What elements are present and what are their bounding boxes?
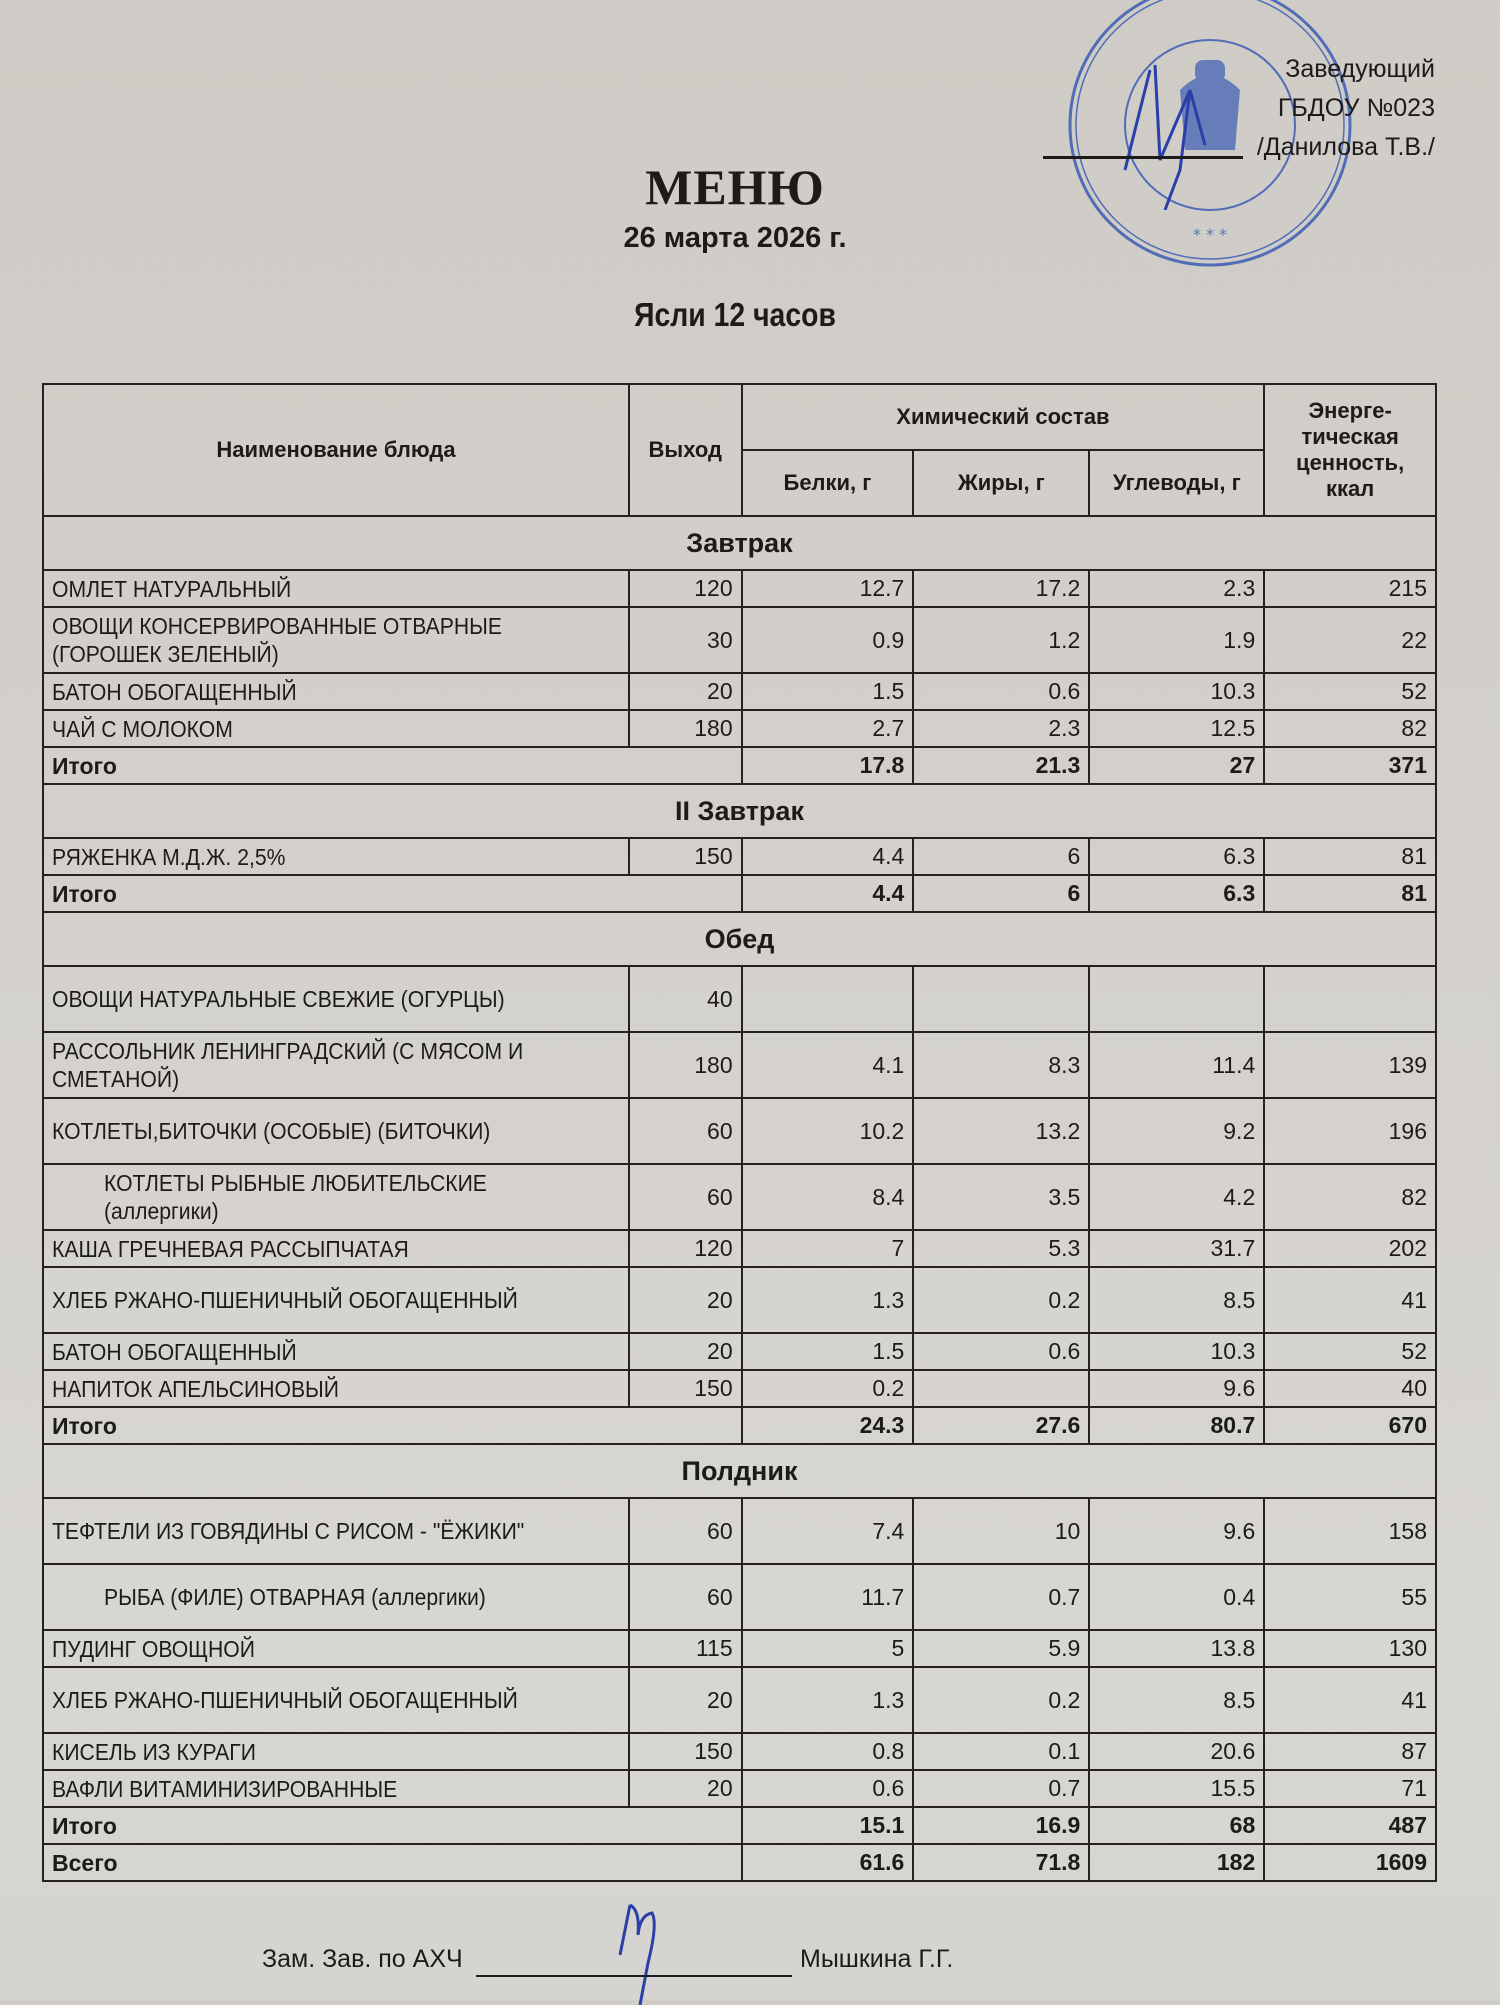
- dish-row: [43, 966, 1436, 1032]
- document-title: МЕНЮ: [645, 159, 825, 215]
- header-energy-line: тическая: [1301, 424, 1399, 449]
- dish-name: [43, 607, 629, 673]
- dish-carbs: 6.3: [1089, 838, 1264, 875]
- dish-row: [43, 1667, 1436, 1733]
- dish-name: [43, 1230, 629, 1267]
- dish-carbs: 9.6: [1089, 1370, 1264, 1407]
- dish-name-text: ОМЛЕТ НАТУРАЛЬНЫЙ: [52, 575, 292, 602]
- dish-protein: 7.4: [742, 1498, 914, 1564]
- dish-protein: 0.2: [742, 1370, 914, 1407]
- section-title: Обед: [43, 912, 1436, 966]
- dish-carbs: 4.2: [1089, 1164, 1264, 1230]
- dish-output: 120: [629, 1230, 742, 1267]
- section-header-row: [43, 784, 1436, 838]
- header-energy: [1264, 384, 1436, 516]
- dish-row: [43, 1267, 1436, 1333]
- approver-position: Заведующий: [1285, 55, 1435, 83]
- header-fat: Жиры, г: [913, 450, 1089, 516]
- dish-carbs: 31.7: [1089, 1230, 1264, 1267]
- dish-output: 150: [629, 1370, 742, 1407]
- dish-fat: 13.2: [913, 1098, 1089, 1164]
- total-energy: 371: [1264, 747, 1436, 784]
- dish-protein: 1.5: [742, 1333, 914, 1370]
- dish-row: [43, 607, 1436, 673]
- dish-name-text: ЧАЙ С МОЛОКОМ: [52, 715, 233, 742]
- dish-output: 180: [629, 1032, 742, 1098]
- dish-row: [43, 1733, 1436, 1770]
- dish-name-text: ВАФЛИ ВИТАМИНИЗИРОВАННЫЕ: [52, 1775, 398, 1802]
- dish-name-text: РЯЖЕНКА М.Д.Ж. 2,5%: [52, 843, 286, 870]
- dish-name-text: ОВОЩИ КОНСЕРВИРОВАННЫЕ ОТВАРНЫЕ (ГОРОШЕК ЗЕЛЕНЫЙ): [52, 613, 502, 667]
- dish-name: [43, 1667, 629, 1733]
- dish-row: [43, 673, 1436, 710]
- dish-name: [43, 1267, 629, 1333]
- dish-fat: 0.7: [913, 1770, 1089, 1807]
- dish-carbs: 13.8: [1089, 1630, 1264, 1667]
- dish-carbs: 1.9: [1089, 607, 1264, 673]
- footer-name: Мышкина Г.Г.: [800, 1945, 954, 1973]
- dish-name: [43, 710, 629, 747]
- dish-row: [43, 1230, 1436, 1267]
- menu-group: Ясли 12 часов: [634, 296, 836, 333]
- total-fat: 6: [913, 875, 1089, 912]
- dish-name: [43, 1733, 629, 1770]
- dish-output: 60: [629, 1498, 742, 1564]
- dish-name: [43, 1333, 629, 1370]
- total-fat: 27.6: [913, 1407, 1089, 1444]
- dish-energy: [1264, 966, 1436, 1032]
- dish-energy: 55: [1264, 1564, 1436, 1630]
- dish-row: [43, 1098, 1436, 1164]
- grand-total-fat: 71.8: [913, 1844, 1089, 1881]
- dish-carbs: 11.4: [1089, 1032, 1264, 1098]
- dish-fat: 17.2: [913, 570, 1089, 607]
- approver-name: /Данилова Т.В./: [1256, 133, 1435, 161]
- dish-row: [43, 1370, 1436, 1407]
- total-fat: 21.3: [913, 747, 1089, 784]
- dish-row: [43, 1770, 1436, 1807]
- dish-output: 20: [629, 1267, 742, 1333]
- total-energy: 487: [1264, 1807, 1436, 1844]
- dish-fat: [913, 966, 1089, 1032]
- approval-block: [1205, 50, 1435, 167]
- dish-output: 20: [629, 1770, 742, 1807]
- dish-name: [43, 1630, 629, 1667]
- total-protein: 15.1: [742, 1807, 914, 1844]
- dish-energy: 87: [1264, 1733, 1436, 1770]
- footer-position: Зам. Зав. по АХЧ: [262, 1945, 463, 1973]
- dish-fat: 0.6: [913, 1333, 1089, 1370]
- dish-protein: 4.4: [742, 838, 914, 875]
- total-label: Итого: [43, 1807, 742, 1844]
- dish-name: [43, 1032, 629, 1098]
- dish-fat: 1.2: [913, 607, 1089, 673]
- dish-protein: 10.2: [742, 1098, 914, 1164]
- grand-total-label: Всего: [43, 1844, 742, 1881]
- dish-energy: 81: [1264, 838, 1436, 875]
- dish-output: 60: [629, 1564, 742, 1630]
- dish-name: [43, 1564, 629, 1630]
- dish-output: 60: [629, 1098, 742, 1164]
- total-label: Итого: [43, 747, 742, 784]
- dish-name-text: ТЕФТЕЛИ ИЗ ГОВЯДИНЫ С РИСОМ - "ЁЖИКИ": [52, 1518, 525, 1544]
- section-total-row: [43, 1807, 1436, 1844]
- dish-protein: 7: [742, 1230, 914, 1267]
- dish-energy: 52: [1264, 1333, 1436, 1370]
- dish-row: [43, 570, 1436, 607]
- dish-output: 120: [629, 570, 742, 607]
- deputy-signature: [600, 1895, 690, 2005]
- dish-fat: 5.3: [913, 1230, 1089, 1267]
- dish-name: [43, 570, 629, 607]
- approver-institution: ГБДОУ №023: [1277, 94, 1435, 122]
- menu-date: 26 марта 2026 г.: [623, 222, 847, 254]
- dish-energy: 41: [1264, 1667, 1436, 1733]
- dish-energy: 22: [1264, 607, 1436, 673]
- dish-protein: 5: [742, 1630, 914, 1667]
- dish-energy: 139: [1264, 1032, 1436, 1098]
- dish-output: 115: [629, 1630, 742, 1667]
- footer-signature-line: [476, 1975, 792, 1977]
- dish-output: 20: [629, 1667, 742, 1733]
- dish-row: [43, 1032, 1436, 1098]
- section-total-row: [43, 747, 1436, 784]
- dish-output: 40: [629, 966, 742, 1032]
- dish-carbs: 8.5: [1089, 1667, 1264, 1733]
- menu-table: [42, 383, 1437, 1882]
- header-protein: Белки, г: [742, 450, 914, 516]
- dish-name-text: БАТОН ОБОГАЩЕННЫЙ: [52, 678, 297, 705]
- dish-output: 180: [629, 710, 742, 747]
- section-title: II Завтрак: [43, 784, 1436, 838]
- dish-energy: 158: [1264, 1498, 1436, 1564]
- dish-name-text: БАТОН ОБОГАЩЕННЫЙ: [52, 1338, 297, 1365]
- dish-name: [43, 1164, 629, 1230]
- dish-output: 150: [629, 1733, 742, 1770]
- svg-text:* * *: * * *: [1192, 225, 1228, 244]
- dish-protein: 12.7: [742, 570, 914, 607]
- menu-body: [43, 516, 1436, 1881]
- dish-name-text: РЫБА (ФИЛЕ) ОТВАРНАЯ (аллергики): [104, 1584, 486, 1610]
- dish-energy: 202: [1264, 1230, 1436, 1267]
- header-energy-line: ккал: [1326, 476, 1375, 501]
- dish-protein: 0.9: [742, 607, 914, 673]
- section-header-row: [43, 912, 1436, 966]
- grand-total-energy: 1609: [1264, 1844, 1436, 1881]
- dish-fat: 10: [913, 1498, 1089, 1564]
- dish-energy: 82: [1264, 710, 1436, 747]
- dish-carbs: [1089, 966, 1264, 1032]
- dish-output: 20: [629, 1333, 742, 1370]
- dish-protein: 1.3: [742, 1267, 914, 1333]
- dish-protein: 0.8: [742, 1733, 914, 1770]
- dish-name: [43, 1370, 629, 1407]
- total-energy: 81: [1264, 875, 1436, 912]
- header-output: Выход: [629, 384, 742, 516]
- dish-name-text: ОВОЩИ НАТУРАЛЬНЫЕ СВЕЖИЕ (ОГУРЦЫ): [52, 986, 505, 1012]
- dish-row: [43, 1498, 1436, 1564]
- total-fat: 16.9: [913, 1807, 1089, 1844]
- dish-fat: 0.6: [913, 673, 1089, 710]
- total-protein: 17.8: [742, 747, 914, 784]
- header-dish-name: Наименование блюда: [43, 384, 629, 516]
- total-carbs: 68: [1089, 1807, 1264, 1844]
- dish-row: [43, 838, 1436, 875]
- grand-total-row: [43, 1844, 1436, 1881]
- dish-output: 60: [629, 1164, 742, 1230]
- dish-name: [43, 966, 629, 1032]
- dish-name: [43, 1098, 629, 1164]
- dish-fat: 0.2: [913, 1267, 1089, 1333]
- dish-protein: 1.5: [742, 673, 914, 710]
- dish-fat: 5.9: [913, 1630, 1089, 1667]
- dish-carbs: 0.4: [1089, 1564, 1264, 1630]
- dish-name-text: НАПИТОК АПЕЛЬСИНОВЫЙ: [52, 1375, 340, 1402]
- dish-output: 150: [629, 838, 742, 875]
- dish-carbs: 20.6: [1089, 1733, 1264, 1770]
- dish-energy: 52: [1264, 673, 1436, 710]
- dish-name-text: КАША ГРЕЧНЕВАЯ РАССЫПЧАТАЯ: [52, 1235, 409, 1262]
- total-label: Итого: [43, 875, 742, 912]
- dish-fat: 8.3: [913, 1032, 1089, 1098]
- section-title: Полдник: [43, 1444, 1436, 1498]
- total-carbs: 27: [1089, 747, 1264, 784]
- grand-total-carbs: 182: [1089, 1844, 1264, 1881]
- dish-row: [43, 1333, 1436, 1370]
- dish-carbs: 10.3: [1089, 673, 1264, 710]
- dish-carbs: 8.5: [1089, 1267, 1264, 1333]
- dish-carbs: 2.3: [1089, 570, 1264, 607]
- dish-name-text: ХЛЕБ РЖАНО-ПШЕНИЧНЫЙ ОБОГАЩЕННЫЙ: [52, 1687, 518, 1713]
- total-carbs: 6.3: [1089, 875, 1264, 912]
- dish-row: [43, 1564, 1436, 1630]
- dish-carbs: 9.6: [1089, 1498, 1264, 1564]
- dish-energy: 41: [1264, 1267, 1436, 1333]
- section-title: Завтрак: [43, 516, 1436, 570]
- dish-carbs: 10.3: [1089, 1333, 1264, 1370]
- section-total-row: [43, 1407, 1436, 1444]
- dish-fat: 6: [913, 838, 1089, 875]
- section-header-row: [43, 1444, 1436, 1498]
- dish-name-text: ПУДИНГ ОВОЩНОЙ: [52, 1635, 255, 1662]
- dish-protein: 2.7: [742, 710, 914, 747]
- dish-energy: 40: [1264, 1370, 1436, 1407]
- dish-energy: 82: [1264, 1164, 1436, 1230]
- dish-name: [43, 673, 629, 710]
- dish-name-text: КИСЕЛЬ ИЗ КУРАГИ: [52, 1738, 256, 1765]
- dish-fat: 2.3: [913, 710, 1089, 747]
- total-protein: 24.3: [742, 1407, 914, 1444]
- total-protein: 4.4: [742, 875, 914, 912]
- dish-fat: 0.2: [913, 1667, 1089, 1733]
- dish-energy: 196: [1264, 1098, 1436, 1164]
- dish-carbs: 15.5: [1089, 1770, 1264, 1807]
- header-energy-line: Энерге-: [1308, 398, 1392, 423]
- header-energy-line: ценность,: [1296, 450, 1405, 475]
- total-energy: 670: [1264, 1407, 1436, 1444]
- dish-protein: 1.3: [742, 1667, 914, 1733]
- dish-fat: 0.1: [913, 1733, 1089, 1770]
- dish-row: [43, 1164, 1436, 1230]
- dish-name-text: РАССОЛЬНИК ЛЕНИНГРАДСКИЙ (С МЯСОМ И СМЕТАНОЙ): [52, 1038, 524, 1092]
- section-header-row: [43, 516, 1436, 570]
- dish-protein: 11.7: [742, 1564, 914, 1630]
- dish-protein: [742, 966, 914, 1032]
- dish-name-text: ХЛЕБ РЖАНО-ПШЕНИЧНЫЙ ОБОГАЩЕННЫЙ: [52, 1287, 518, 1313]
- grand-total-protein: 61.6: [742, 1844, 914, 1881]
- dish-output: 30: [629, 607, 742, 673]
- dish-carbs: 12.5: [1089, 710, 1264, 747]
- dish-carbs: 9.2: [1089, 1098, 1264, 1164]
- dish-name: [43, 1498, 629, 1564]
- dish-fat: 0.7: [913, 1564, 1089, 1630]
- dish-energy: 130: [1264, 1630, 1436, 1667]
- dish-name-text: КОТЛЕТЫ РЫБНЫЕ ЛЮБИТЕЛЬСКИЕ (аллергики): [104, 1170, 487, 1224]
- dish-name: [43, 838, 629, 875]
- dish-row: [43, 710, 1436, 747]
- header-carbs: Углеводы, г: [1089, 450, 1264, 516]
- total-label: Итого: [43, 1407, 742, 1444]
- dish-protein: 4.1: [742, 1032, 914, 1098]
- dish-energy: 71: [1264, 1770, 1436, 1807]
- dish-output: 20: [629, 673, 742, 710]
- dish-name: [43, 1770, 629, 1807]
- dish-energy: 215: [1264, 570, 1436, 607]
- dish-name-text: КОТЛЕТЫ,БИТОЧКИ (ОСОБЫЕ) (БИТОЧКИ): [52, 1118, 491, 1144]
- dish-protein: 8.4: [742, 1164, 914, 1230]
- section-total-row: [43, 875, 1436, 912]
- dish-row: [43, 1630, 1436, 1667]
- header-chemical-composition: Химический состав: [742, 384, 1265, 450]
- dish-fat: 3.5: [913, 1164, 1089, 1230]
- dish-fat: [913, 1370, 1089, 1407]
- total-carbs: 80.7: [1089, 1407, 1264, 1444]
- dish-protein: 0.6: [742, 1770, 914, 1807]
